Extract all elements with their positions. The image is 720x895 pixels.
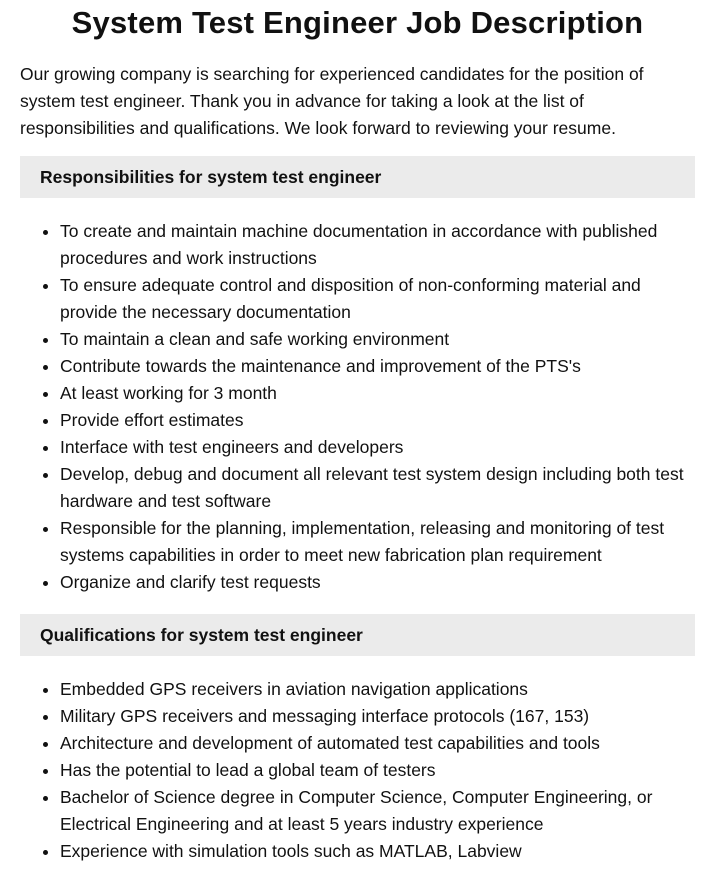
list-item: • Organize and clarify test requests xyxy=(60,569,695,596)
list-item: • Bachelor of Science degree in Computer Science, Computer Engineering, or Electrical Engineering and at least 5 years industry experience xyxy=(60,784,695,838)
list-item: • Experience with simulation tools such as MATLAB, Labview xyxy=(60,838,695,865)
list-item: • Responsible for the planning, implementation, releasing and monitoring of test systems capabilities in order to meet new fabrication plan requirement xyxy=(60,515,695,569)
list-item: • Architecture and development of automated test capabilities and tools xyxy=(60,730,695,757)
list-item: • At least working for 3 month xyxy=(60,380,695,407)
list-item: • To maintain a clean and safe working environment xyxy=(60,326,695,353)
list-item: • To create and maintain machine documentation in accordance with published procedures and work instructions xyxy=(60,218,695,272)
list-item: • Has the potential to lead a global team of testers xyxy=(60,757,695,784)
qualifications-heading: Qualifications for system test engineer xyxy=(20,614,695,656)
page-title: System Test Engineer Job Description xyxy=(71,5,644,40)
intro-paragraph: Our growing company is searching for experienced candidates for the position of system test engineer. Thank you in advance for taking a look at the list of responsibilities and qualifications. We look forward to reviewing your resume. xyxy=(20,64,644,138)
list-item: • Military GPS receivers and messaging interface protocols (167, 153) xyxy=(60,703,695,730)
list-item: • Contribute towards the maintenance and improvement of the PTS's xyxy=(60,353,695,380)
list-item: • To ensure adequate control and disposition of non-conforming material and provide the necessary documentation xyxy=(60,272,695,326)
responsibilities-list xyxy=(20,218,695,596)
list-item: • Interface with test engineers and developers xyxy=(60,434,695,461)
list-item: • Develop, debug and document all relevant test system design including both test hardware and test software xyxy=(60,461,695,515)
qualifications-list xyxy=(20,676,695,865)
responsibilities-heading: Responsibilities for system test engineer xyxy=(20,156,695,198)
list-item: • Embedded GPS receivers in aviation navigation applications xyxy=(60,676,695,703)
list-item: • Provide effort estimates xyxy=(60,407,695,434)
